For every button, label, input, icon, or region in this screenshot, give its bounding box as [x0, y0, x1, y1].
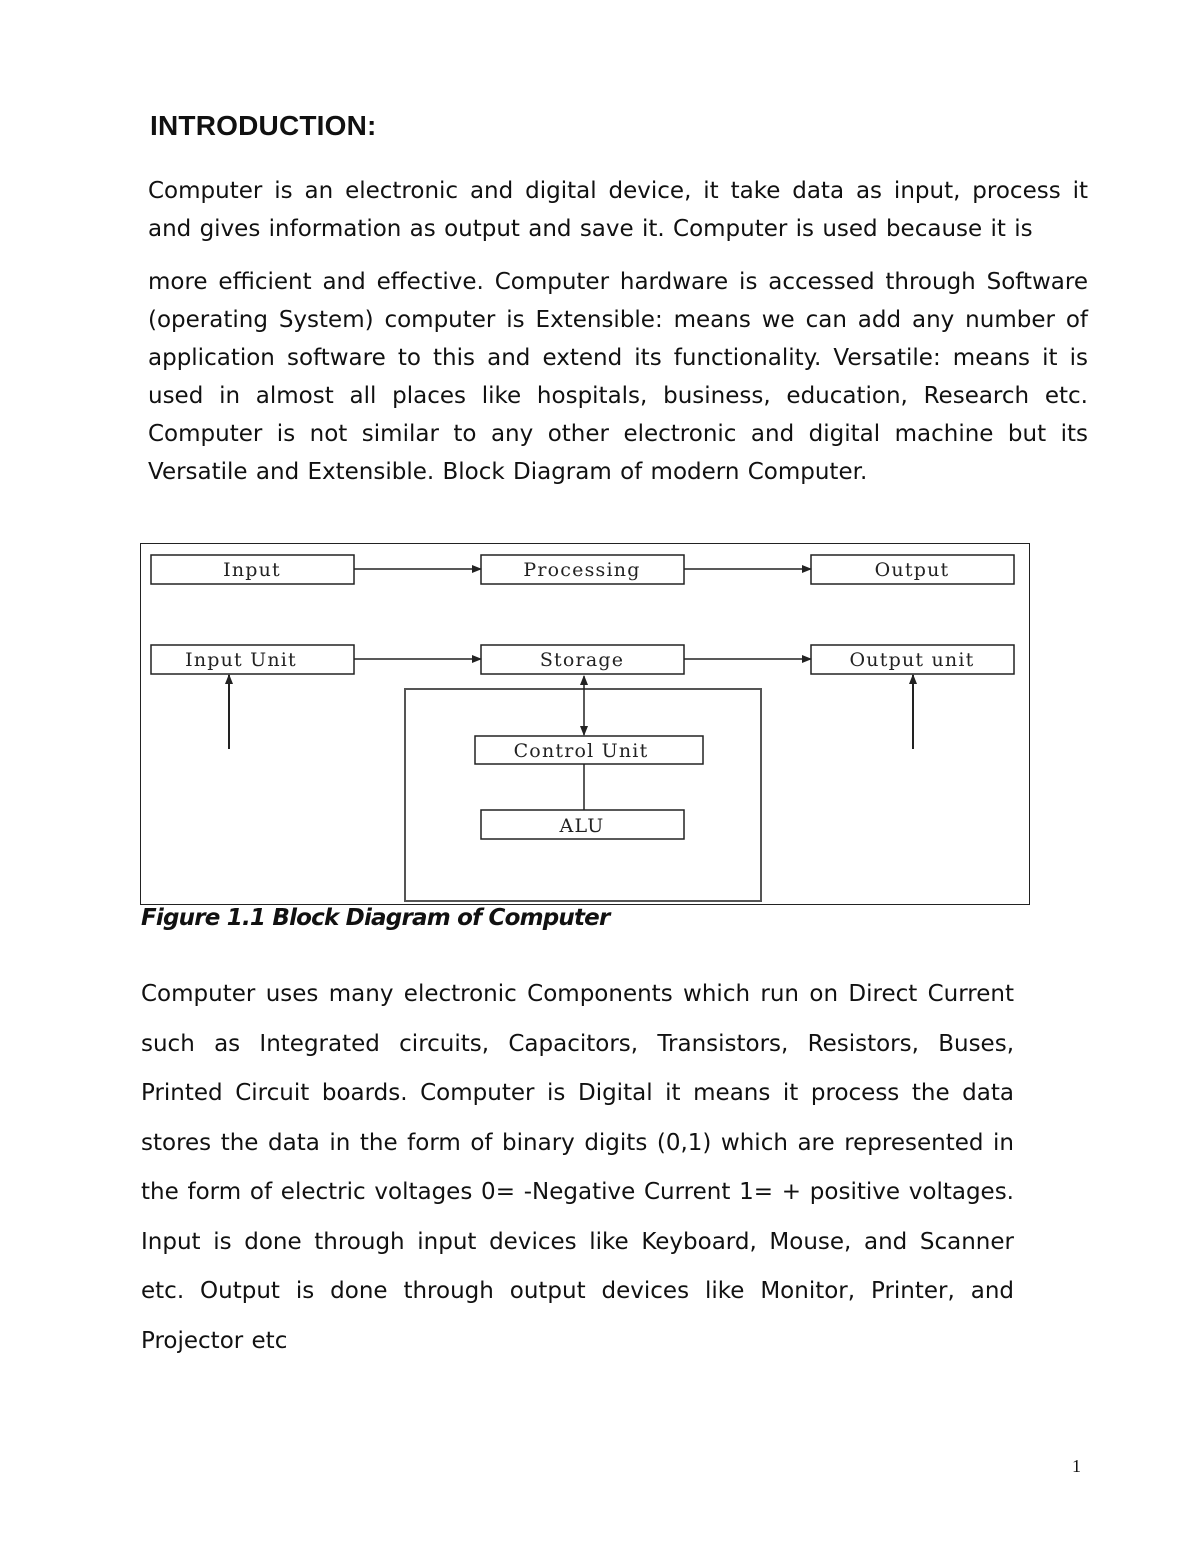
components-paragraph-text: Computer uses many electronic Components which run on Direct Current such as Integrated circuits, Capacitors, Transistors, Resistors, Buses, Printed Circuit boards. Computer is Digital it means it process the data stores the data in the form of binary digits (0,1) which are represented in the form of electric voltages 0= -Negative Current 1= + positive voltages. Input is done through input devices like Keyboard, Mouse, and Scanner etc. Output is done through output devices like Monitor, Printer, and Projector etc — [141, 981, 1014, 1354]
alu-box — [481, 810, 684, 839]
processing-box — [481, 555, 684, 584]
section-heading: INTRODUCTION: — [150, 110, 377, 141]
output-box-label: Output — [874, 559, 950, 581]
input-unit-box-label: Input Unit — [185, 649, 297, 671]
output-unit-box-label: Output unit — [849, 649, 975, 671]
storage-box-label: Storage — [539, 649, 625, 671]
intro-paragraph-part-2: more efficient and effective. Computer hardware is accessed through Software (operating System) computer is Extensible: means we can add any number of application software to this and extend its functionality. Versatile: means it is used in almost all places like hospitals, business, education, Research etc. Computer is not similar to any other electronic and digital machine but its Versatile and Extensible. Block Diagram of modern Computer. — [148, 269, 1088, 485]
cpu-enclosure — [405, 689, 761, 901]
alu-box-label: ALU — [559, 815, 605, 837]
control-unit-box — [475, 736, 703, 764]
page-number: 1 — [1072, 1456, 1081, 1476]
block-diagram — [140, 543, 1030, 905]
figure-caption: Figure 1.1 Block Diagram of Computer — [141, 905, 610, 931]
processing-box-label: Processing — [523, 559, 641, 581]
intro-paragraph-part-1: Computer is an electronic and digital device, it take data as input, process it and gives information as output and save it. Computer is used because it is — [148, 178, 1088, 242]
input-unit-box — [151, 645, 354, 674]
output-unit-box — [811, 645, 1014, 674]
control-unit-box-label: Control Unit — [513, 740, 649, 762]
storage-box — [481, 645, 684, 674]
output-box — [811, 555, 1014, 584]
components-paragraph — [141, 970, 1014, 1366]
input-box-label: Input — [223, 559, 281, 581]
input-box — [151, 555, 354, 584]
intro-paragraph — [148, 172, 1088, 491]
